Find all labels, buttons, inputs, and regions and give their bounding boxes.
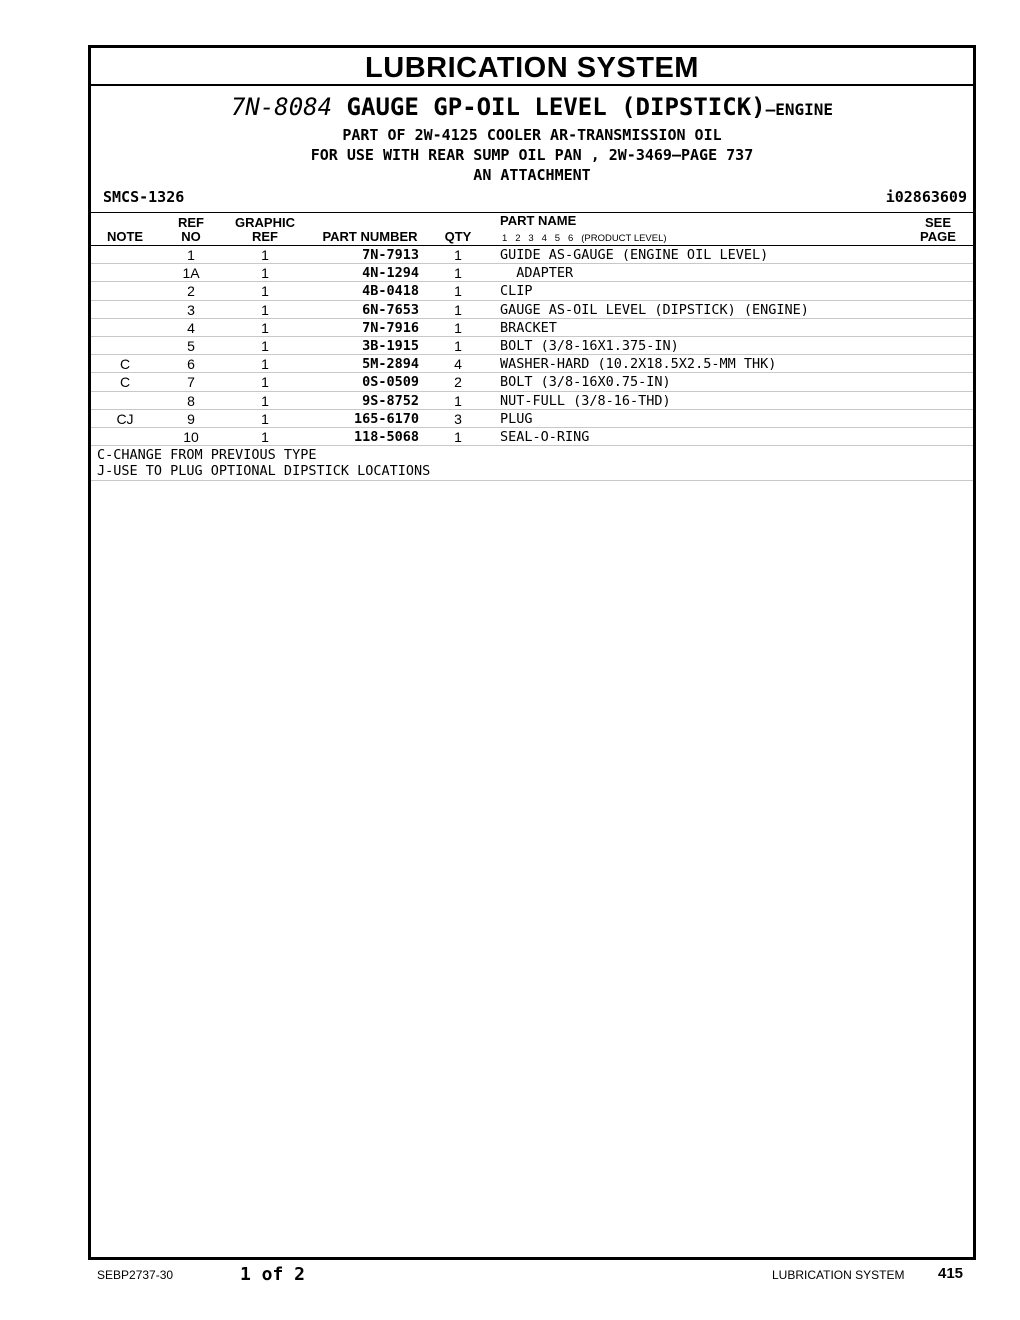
heading-use-with: FOR USE WITH REAR SUMP OIL PAN , 2W-3469—PAGE 737 [310,146,754,164]
table-row [91,246,973,264]
table-row [91,264,973,282]
row-part-number: 5M-2894 [362,356,419,373]
header-note: NOTE [106,229,144,244]
row-qty: 1 [454,247,462,263]
row-note: C [119,356,131,373]
row-ref-no: 6 [187,356,195,373]
row-part-number: 6N-7653 [362,301,419,318]
row-part-number: 4N-1294 [362,265,419,282]
row-part-number: 9S-8752 [362,392,419,409]
header-part-name: PART NAME [500,213,577,228]
row-graphic-ref: 1 [261,428,269,445]
footer-page-number: 415 [938,1265,964,1282]
table-row [91,282,973,300]
row-note: C [119,374,131,391]
row-ref-no: 1A [182,265,200,282]
note-line: C-CHANGE FROM PREVIOUS TYPE [97,447,317,463]
row-graphic-ref: 1 [261,319,269,336]
row-graphic-ref: 1 [261,374,269,391]
table-row [91,428,973,446]
header-product-level: 1 2 3 4 5 6 (PRODUCT LEVEL) [502,233,667,244]
table-header [91,214,973,244]
heading-attachment: AN ATTACHMENT [473,166,591,184]
row-part-name: BRACKET [500,319,557,336]
row-qty: 4 [454,356,462,373]
row-ref-no: 4 [187,319,195,336]
smcs-code: SMCS-1326 [103,188,185,206]
row-part-number: 7N-7916 [362,319,419,336]
row-ref-no: 7 [187,374,195,391]
row-part-number: 165-6170 [353,410,419,427]
row-part-name: PLUG [500,410,533,427]
header-see-bottom: PAGE [920,229,956,244]
row-ref-no: 9 [187,410,195,427]
row-qty: 1 [454,319,462,336]
group-heading [91,92,973,125]
row-part-name: BOLT (3/8-16X1.375-IN) [500,337,679,354]
group-part-number: 7N-8084 [230,93,333,121]
row-graphic-ref: 1 [261,337,269,354]
row-part-name: WASHER-HARD (10.2X18.5X2.5-MM THK) [500,356,777,373]
group-suffix: —ENGINE [765,100,834,119]
row-part-number: 4B-0418 [362,283,419,300]
row-graphic-ref: 1 [261,392,269,409]
row-part-name: SEAL-O-RING [500,428,590,445]
row-ref-no: 5 [187,337,195,354]
row-ref-no: 8 [187,392,195,409]
row-part-name: GUIDE AS-GAUGE (ENGINE OIL LEVEL) [500,247,769,263]
table-row [91,373,973,391]
group-name: GAUGE GP-OIL LEVEL (DIPSTICK) [332,93,766,121]
header-part-number: PART NUMBER [322,229,418,244]
row-qty: 1 [454,283,462,300]
table-row [91,392,973,410]
header-see-top: SEE [924,215,951,230]
row-part-number: 3B-1915 [362,337,419,354]
heading-part-of: PART OF 2W-4125 COOLER AR-TRANSMISSION OIL [342,126,722,144]
row-graphic-ref: 1 [261,283,269,300]
table-row [91,337,973,355]
row-qty: 1 [454,265,462,282]
row-qty: 3 [454,410,462,427]
row-part-name: NUT-FULL (3/8-16-THD) [500,392,671,409]
row-part-number: 7N-7913 [362,247,419,263]
row-part-number: 0S-0509 [362,374,419,391]
header-ref-top: REF [178,215,204,230]
heading-block [91,92,973,185]
row-note: CJ [116,410,134,427]
notes-block [97,448,967,479]
row-qty: 1 [454,337,462,354]
row-graphic-ref: 1 [261,265,269,282]
footer-doc-number: SEBP2737-30 [97,1268,174,1282]
row-ref-no: 10 [183,428,199,445]
row-part-name: BOLT (3/8-16X0.75-IN) [500,374,671,391]
illustration-id: i02863609 [885,188,967,206]
table-row [91,355,973,373]
header-graphic-top: GRAPHIC [235,215,295,230]
row-ref-no: 2 [187,283,195,300]
footer-section-name: LUBRICATION SYSTEM [772,1268,905,1282]
row-qty: 2 [454,374,462,391]
header-graphic-bottom: REF [252,229,278,244]
note-line: J-USE TO PLUG OPTIONAL DIPSTICK LOCATIONS [97,462,431,479]
row-graphic-ref: 1 [261,410,269,427]
table-row [91,319,973,337]
row-graphic-ref: 1 [261,247,269,263]
table-row [91,410,973,428]
footer-page-of: 1 of 2 [240,1264,306,1285]
section-title: LUBRICATION SYSTEM [91,48,973,86]
row-part-number: 118-5068 [353,428,419,445]
row-part-name: ADAPTER [500,265,574,282]
page-frame [88,45,976,1260]
header-ref-bottom: NO [181,229,201,244]
row-graphic-ref: 1 [261,301,269,318]
row-part-name: CLIP [500,283,533,300]
header-qty: QTY [444,229,472,244]
row-ref-no: 1 [187,247,195,263]
row-qty: 1 [454,301,462,318]
table-row [91,301,973,319]
row-qty: 1 [454,428,462,445]
divider [91,480,973,481]
row-ref-no: 3 [187,301,195,318]
row-graphic-ref: 1 [261,356,269,373]
row-qty: 1 [454,392,462,409]
parts-table-body [91,246,973,446]
row-part-name: GAUGE AS-OIL LEVEL (DIPSTICK) (ENGINE) [500,301,809,318]
